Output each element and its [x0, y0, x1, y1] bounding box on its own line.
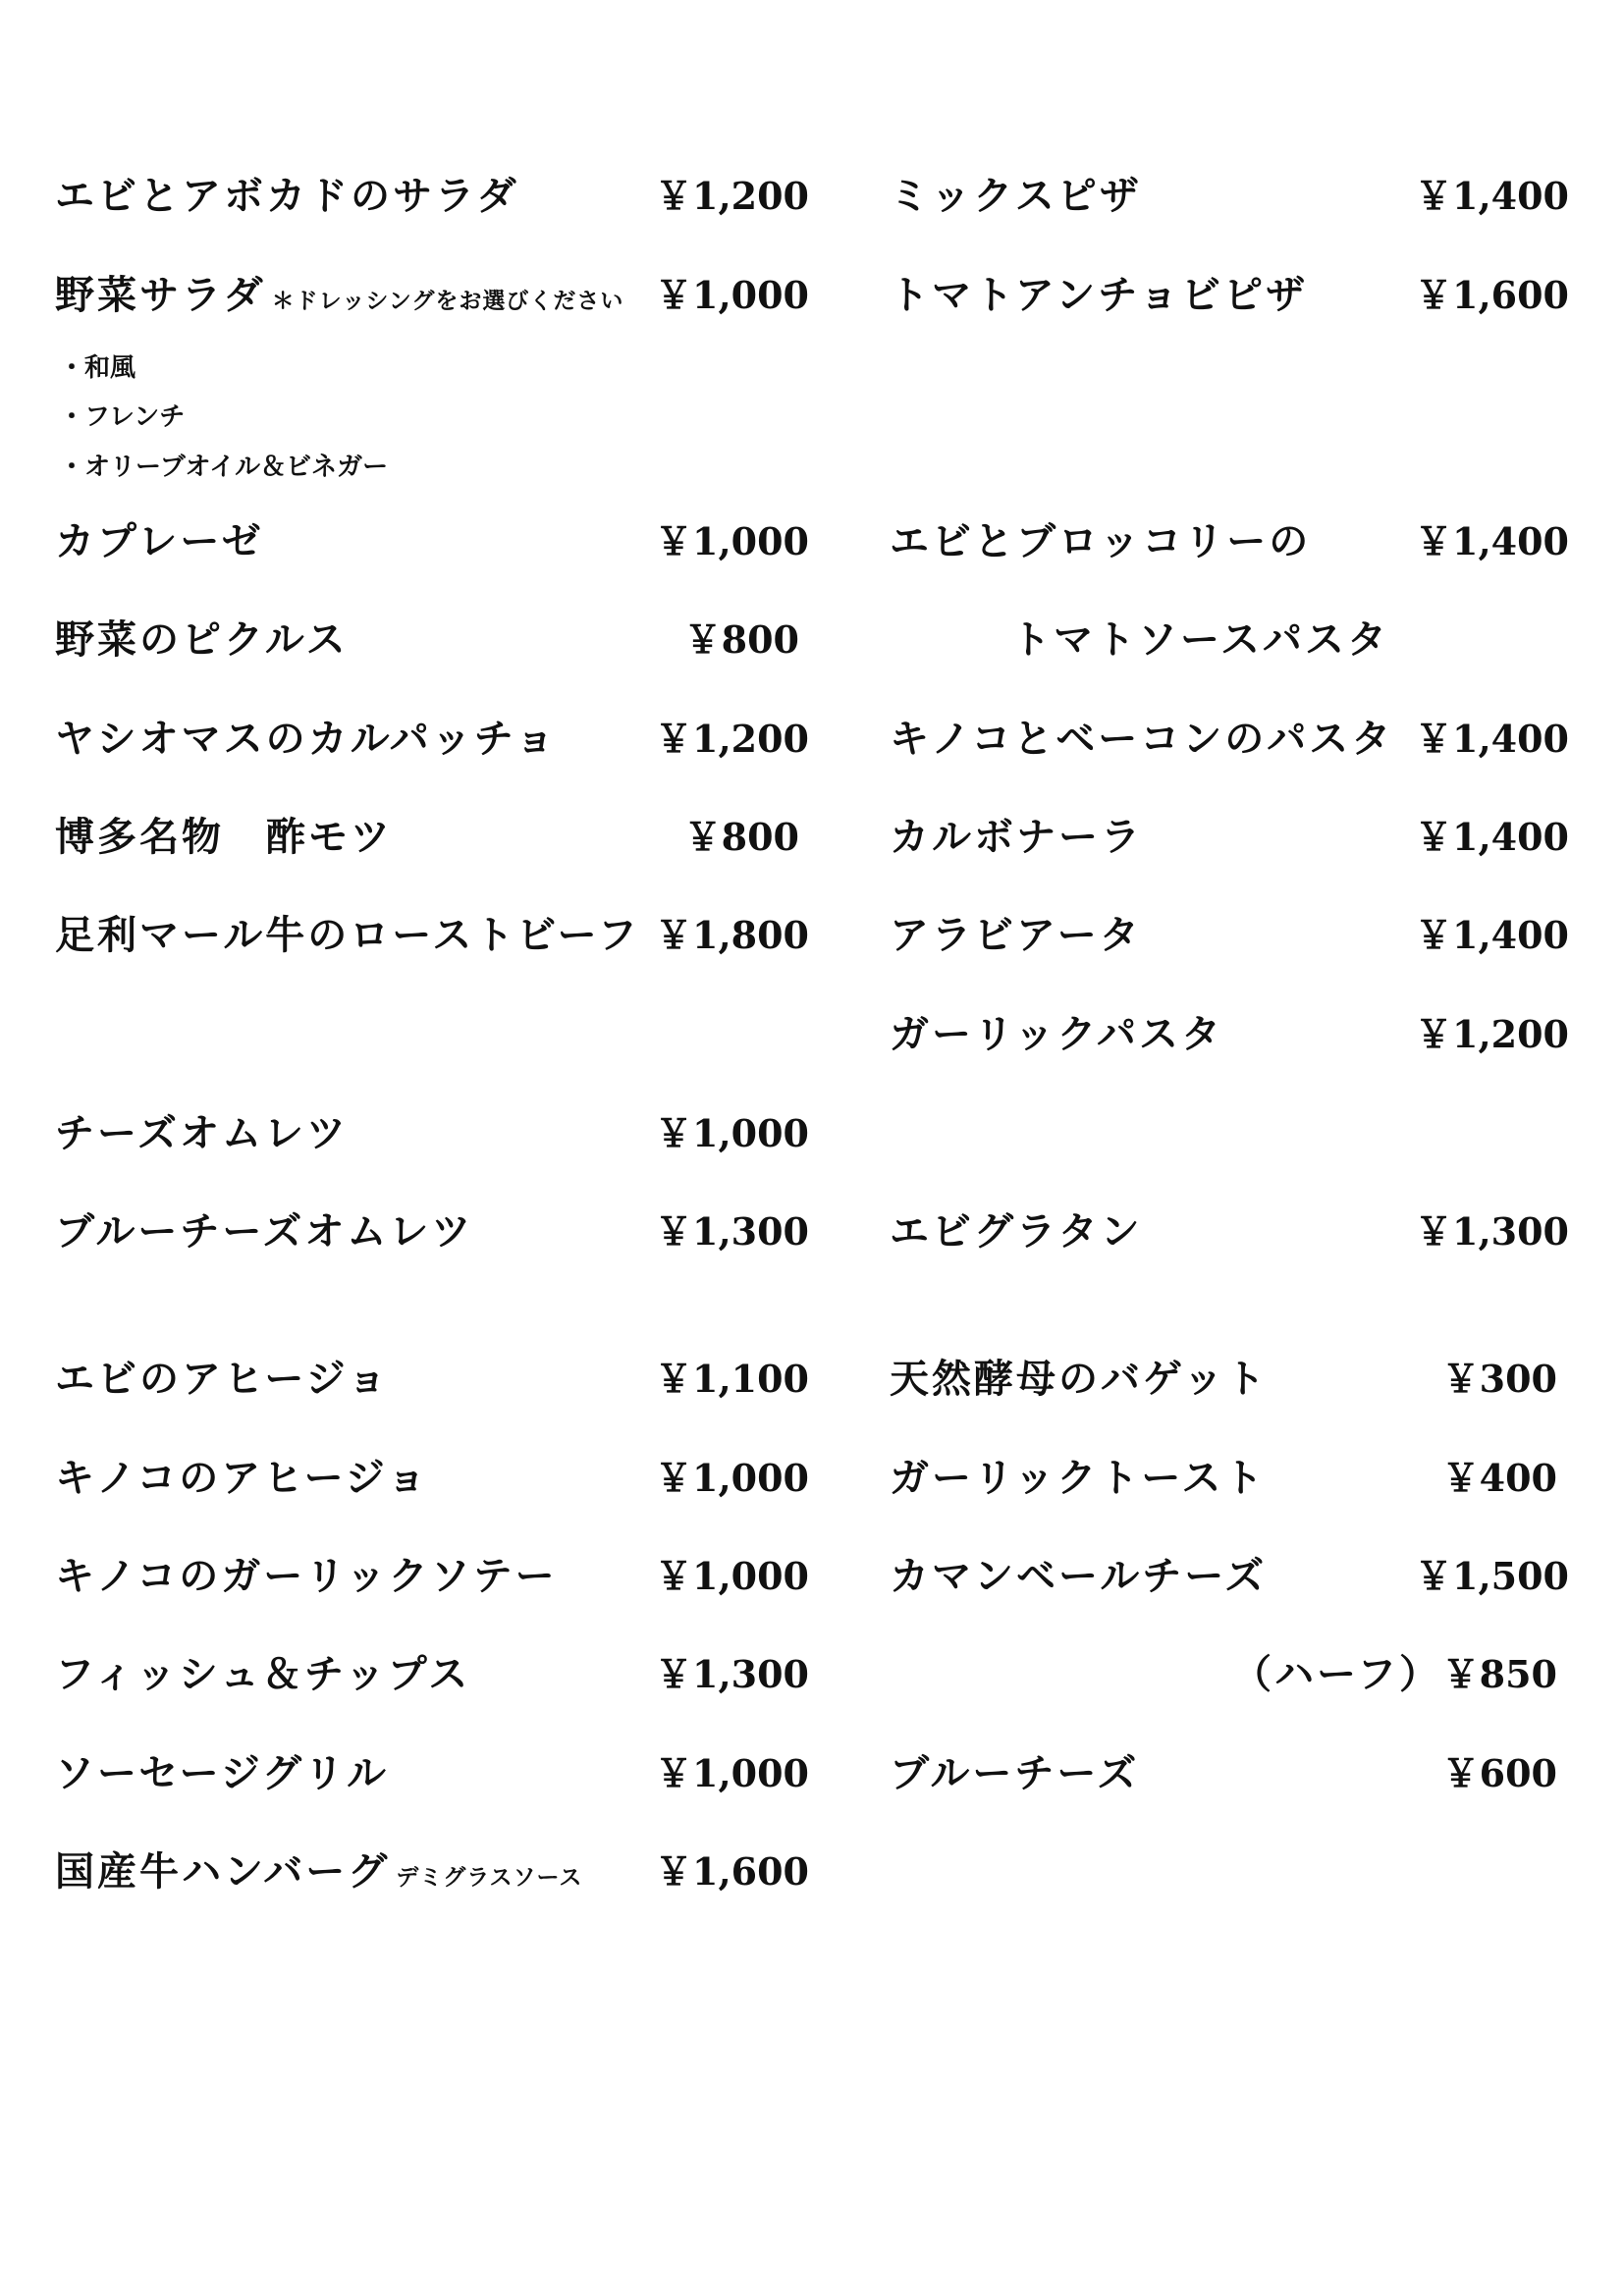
item-name: チーズオムレツ — [55, 1110, 349, 1156]
item-price: ￥1,200 — [655, 174, 809, 218]
item-name: キノコのアヒージョ — [55, 1455, 429, 1501]
item-note: ＊ドレッシングをお選びください — [271, 288, 624, 314]
item-name: エビグラタン — [890, 1208, 1143, 1255]
item-price: ￥1,300 — [1415, 1209, 1569, 1254]
item-name: ヤシオマスのカルパッチョ — [55, 716, 558, 762]
item-price: ￥1,400 — [1415, 815, 1569, 859]
item-price: ￥1,000 — [655, 1111, 809, 1155]
item-name: エビのアヒージョ — [55, 1356, 390, 1402]
item-price: ￥800 — [683, 617, 799, 662]
item-name: カマンベールチーズ — [890, 1553, 1268, 1599]
item-price: ￥1,300 — [655, 1209, 809, 1254]
item-name: アラビアータ — [890, 912, 1142, 958]
item-name: キノコとベーコンのパスタ — [890, 716, 1394, 762]
item-price: ￥1,000 — [655, 519, 809, 563]
item-price: ￥300 — [1441, 1357, 1557, 1401]
item-price: ￥1,100 — [655, 1357, 809, 1401]
menu-item-blue-cheese — [0, 1739, 1624, 1808]
item-name: ガーリックトースト — [890, 1455, 1267, 1501]
menu-item-garlic-toast — [0, 1444, 1624, 1513]
item-name-wrap — [55, 1838, 582, 1912]
item-name: ガーリックパスタ — [890, 1011, 1223, 1057]
menu-item-garlic-pasta — [0, 1000, 1624, 1069]
item-name: 野菜サラダ — [55, 272, 266, 318]
menu-item-hamburg-steak — [0, 1838, 1624, 1906]
item-price: ￥1,400 — [1415, 174, 1569, 218]
dressing-option-olive-oil-vinegar: ・オリーブオイル＆ビネガー — [59, 453, 389, 482]
dressing-option-wafu: ・和風 — [59, 353, 136, 383]
menu-item-shrimp-broccoli-pasta — [0, 507, 1624, 576]
item-price: ￥1,400 — [1415, 913, 1569, 957]
item-price: ￥1,000 — [655, 1554, 809, 1598]
item-price: ￥600 — [1441, 1751, 1557, 1795]
item-name: カルボナーラ — [890, 814, 1143, 860]
item-name: ブルーチーズオムレツ — [55, 1208, 474, 1255]
item-name: カプレーゼ — [55, 518, 264, 564]
item-price: ￥1,400 — [1415, 519, 1569, 563]
item-price: ￥1,500 — [1415, 1554, 1569, 1598]
item-name: 野菜のピクルス — [55, 616, 349, 663]
menu-item-arrabbiata — [0, 901, 1624, 970]
item-name: キノコのガーリックソテー — [55, 1553, 558, 1599]
item-price: ￥1,300 — [655, 1652, 809, 1696]
item-price: ￥1,400 — [1415, 717, 1569, 761]
item-name: エビとアボカドのサラダ — [55, 173, 519, 219]
item-price: ￥1,600 — [1415, 273, 1569, 317]
dressing-option-french: ・フレンチ — [59, 402, 186, 432]
item-price: ￥1,000 — [655, 1751, 809, 1795]
item-name: ブルーチーズ — [890, 1750, 1140, 1796]
item-price: ￥400 — [1441, 1456, 1557, 1500]
item-price: ￥1,600 — [655, 1849, 809, 1894]
item-price: ￥1,000 — [655, 1456, 809, 1500]
item-name: エビとブロッコリーの — [890, 518, 1312, 564]
item-note: デミグラスソース — [396, 1864, 583, 1891]
item-name: ミックスピザ — [890, 173, 1142, 219]
item-name: トマトアンチョビピザ — [890, 272, 1308, 318]
menu-item-mushroom-bacon-pasta — [0, 705, 1624, 774]
menu-item-carbonara — [0, 803, 1624, 872]
menu-item-shrimp-gratin — [0, 1198, 1624, 1266]
item-name: トマトソースパスタ — [1011, 616, 1389, 663]
menu-item-cheese-omelette — [0, 1099, 1624, 1168]
menu-item-tomato-anchovy-pizza — [0, 261, 1624, 330]
item-price: ￥850 — [1441, 1652, 1557, 1696]
item-price: ￥1,200 — [655, 717, 809, 761]
item-name: 天然酵母のバゲット — [890, 1356, 1269, 1402]
item-price: ￥1,000 — [655, 273, 809, 317]
item-name: 足利マール牛のローストビーフ — [55, 912, 640, 958]
menu-item-shrimp-broccoli-pasta-line2 — [0, 606, 1624, 674]
item-name: 博多名物 酢モツ — [55, 814, 393, 860]
menu-item-mix-pizza — [0, 162, 1624, 231]
item-price: ￥1,200 — [1415, 1012, 1569, 1056]
item-name: フィッシュ＆チップス — [55, 1651, 471, 1697]
item-price: ￥1,800 — [655, 913, 809, 957]
item-price: ￥800 — [683, 815, 799, 859]
menu-item-camembert — [0, 1542, 1624, 1611]
item-name: （ハーフ） — [1232, 1651, 1441, 1697]
menu-item-camembert-half — [0, 1640, 1624, 1709]
item-name: 国産牛ハンバーグ — [55, 1848, 391, 1895]
item-name: ソーセージグリル — [55, 1750, 389, 1796]
menu-item-baguette — [0, 1345, 1624, 1414]
